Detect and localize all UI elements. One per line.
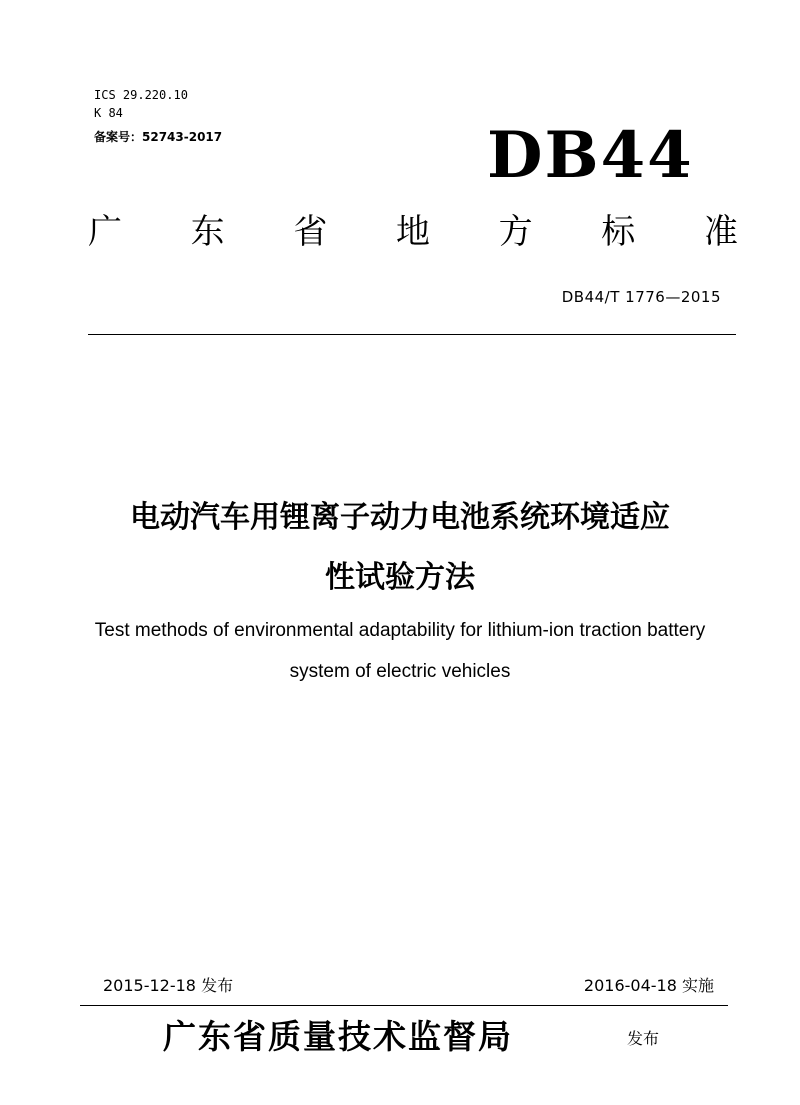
title-chinese-line-1: 电动汽车用锂离子动力电池系统环境适应 (130, 500, 670, 535)
ccs-code: K 84 (94, 106, 123, 120)
standard-type-char: 省 (293, 212, 328, 252)
standard-type-char: 东 (190, 212, 225, 252)
record-number: 备案号：52743-2017 (94, 130, 223, 144)
title-english-line-1: Test methods of environmental adaptability for lithium-ion traction battery (94, 620, 706, 641)
standard-type-char: 准 (703, 212, 738, 252)
issue-date: 2015-12-18 发布 (103, 976, 234, 995)
ics-code: ICS 29.220.10 (94, 88, 188, 102)
title-english-line-2: system of electric vehicles (289, 661, 511, 682)
standard-type (88, 208, 738, 256)
implementation-date: 2016-04-18 实施 (583, 976, 714, 995)
footer-divider (80, 1005, 728, 1006)
issuer-action: 发布 (627, 1029, 660, 1048)
standard-type-char: 方 (498, 212, 533, 252)
standard-type-char: 广 (88, 212, 122, 252)
header-divider (88, 334, 736, 335)
standard-type-char: 地 (395, 212, 430, 252)
db44-logo: DB44 (487, 118, 694, 193)
issuing-authority: 广东省质量技术监督局 (163, 1017, 513, 1056)
standard-type-char: 标 (601, 212, 636, 252)
title-chinese-line-2: 性试验方法 (325, 560, 475, 595)
standard-number: DB44/T 1776—2015 (561, 288, 721, 306)
